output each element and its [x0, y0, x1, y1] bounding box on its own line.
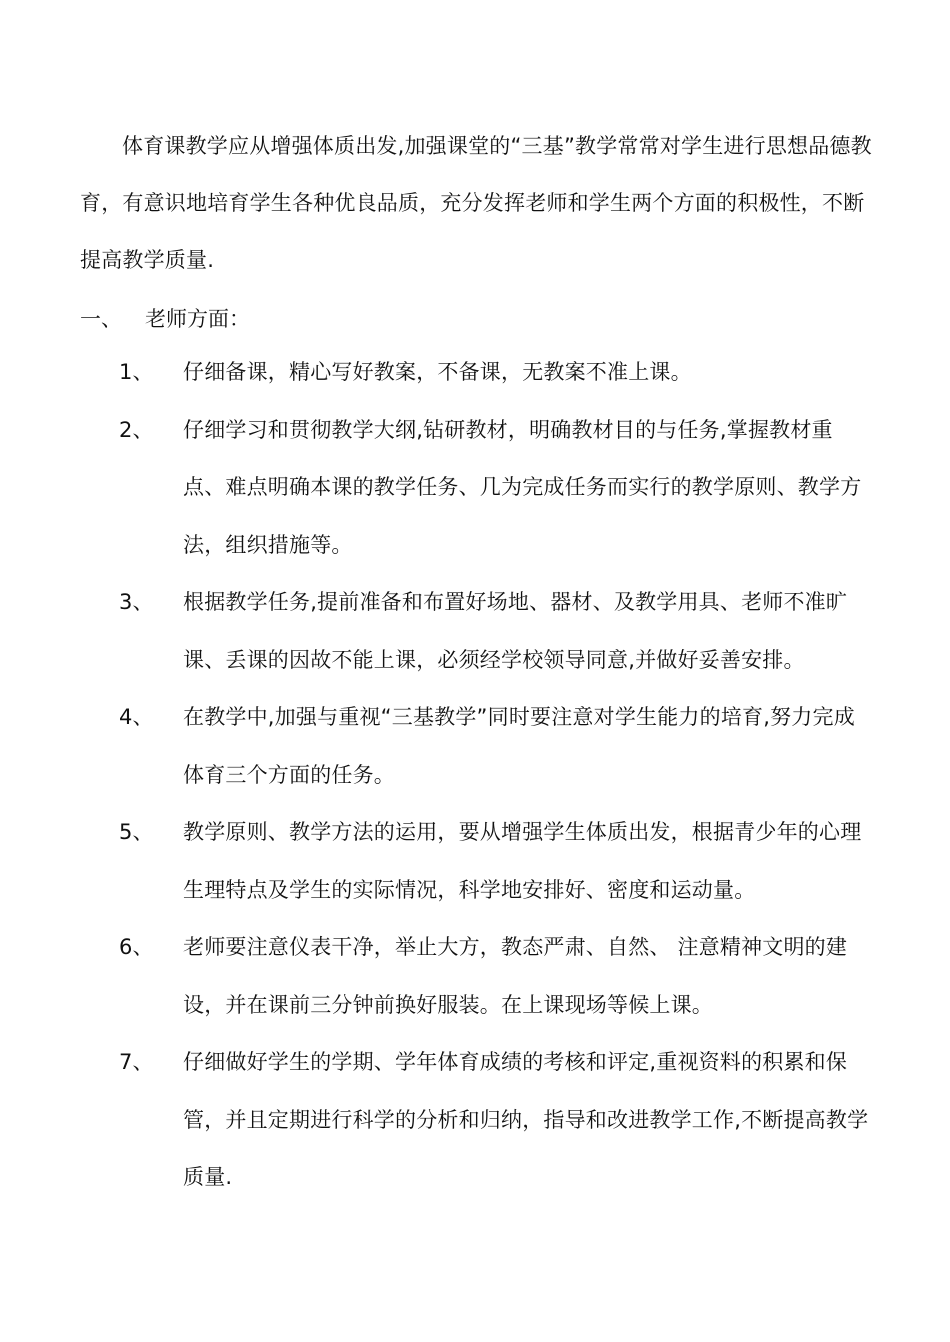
- list-item: [0, 344, 875, 402]
- item-text: 根据教学任务,提前准备和布置好场地、器材、及教学用具、老师不准旷课、丢课的因故不能上课，必须经学校领导同意,并做好妥善安排。: [183, 590, 848, 672]
- requirements-list: [0, 344, 950, 1207]
- item-text: 仔细做好学生的学期、学年体育成绩的考核和评定,重视资料的积累和保管，并且定期进行科学的分析和归纳，指导和改进教学工作,不断提高教学质量.: [183, 1050, 869, 1189]
- item-text: 仔细学习和贯彻教学大纲,钻研教材，明确教材目的与任务,掌握教材重点、难点明确本课的教学任务、几为完成任务而实行的教学原则、教学方法，组织措施等。: [183, 417, 862, 557]
- item-number: 4、: [119, 705, 154, 729]
- list-item: [0, 574, 875, 689]
- item-number: 3、: [119, 590, 154, 614]
- section-heading: [80, 291, 250, 348]
- section-title: 老师方面：: [145, 307, 250, 331]
- item-text: 老师要注意仪表干净，举止大方，教态严肃、自然、 注意精神文明的建设，并在课前三分钟前换好服装。在上课现场等候上课。: [183, 935, 848, 1017]
- item-text: 仔细备课，精心写好教案，不备课，无教案不准上课。: [183, 360, 692, 384]
- item-number: 7、: [119, 1050, 154, 1074]
- item-number: 1、: [119, 360, 154, 384]
- item-number: 5、: [119, 820, 154, 844]
- list-item: [0, 919, 875, 1034]
- list-item: [0, 1034, 875, 1207]
- list-item: [0, 402, 875, 575]
- item-number: 2、: [119, 417, 154, 442]
- list-item: [0, 689, 875, 804]
- item-text: 在教学中,加强与重视“三基教学”同时要注意对学生能力的培育,努力完成体育三个方面的任务。: [183, 705, 855, 787]
- intro-paragraph: 体育课教学应从增强体质出发,加强课堂的“三基”教学常常对学生进行思想品德教育，有意识地培育学生各种优良品质，充分发挥老师和学生两个方面的积极性，不断提高教学质量.: [80, 134, 872, 272]
- list-item: [0, 804, 875, 919]
- item-text: 教学原则、教学方法的运用，要从增强学生体质出发，根据青少年的心理生理特点及学生的实际情况，科学地安排好、密度和运动量。: [183, 820, 862, 902]
- item-number: 6、: [119, 935, 154, 959]
- section-number: 一、: [80, 307, 122, 331]
